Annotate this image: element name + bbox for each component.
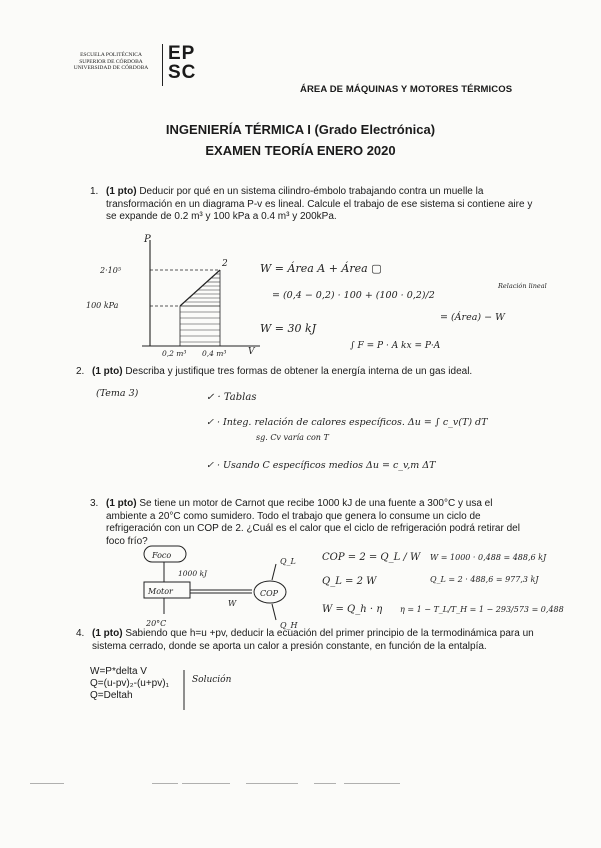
- hot-source-label: Foco: [152, 551, 172, 560]
- question-body: [92, 628, 536, 653]
- q1-work-result: W = 30 kJ: [260, 322, 317, 335]
- q3-efficiency: η = 1 − T_L/T_H = 1 − 293/573 = 0,488: [400, 605, 564, 614]
- q3-ql-result: Q_L = 2 · 488,6 = 977,3 kJ: [430, 575, 539, 584]
- q1-force-balance: ∫ F = P · A kx = P·A: [350, 341, 441, 351]
- question-4: [76, 628, 536, 653]
- q2-topic-tag: (Tema 3): [96, 388, 139, 399]
- q3-work-eq: W = Q_h · η: [322, 604, 383, 615]
- logo-divider: [162, 44, 163, 86]
- carnot-schematic: [144, 546, 299, 630]
- question-points: (1 pto): [106, 498, 137, 509]
- question-text: Se tiene un motor de Carnot que recibe 1000 kJ de una fuente a 300°C y usa el ambiente a 20°C como sumidero. Todo el trabajo que genera lo consume un ciclo de refrigeración con un COP de 2. ¿Cuál es el calor que el ciclo de refrigeración podrá retirar del foco frío?: [106, 498, 520, 547]
- v2-label: 0,4 m³: [202, 349, 227, 358]
- q4-solution-label: Solución: [192, 675, 232, 685]
- question-number: 4.: [76, 628, 85, 639]
- q3-cop-eq: COP = 2 = Q_L / W: [322, 552, 421, 563]
- department-area: ÁREA DE MÁQUINAS Y MOTORES TÉRMICOS: [300, 84, 513, 95]
- p2-label: 2·10⁵: [100, 266, 122, 275]
- question-points: (1 pto): [92, 628, 123, 639]
- logo-mark: [168, 44, 196, 82]
- area-hatch: [180, 274, 220, 342]
- q4-line-2: Q=(u-pv)₂-(u+pv)₁: [90, 678, 169, 689]
- question-number: 1.: [90, 186, 99, 197]
- q3-work-result: W = 1000 · 0,488 = 488,6 kJ: [430, 553, 547, 562]
- school-line-3: UNIVERSIDAD DE CÓRDOBA: [73, 65, 149, 71]
- question-number: 3.: [90, 498, 99, 509]
- q2-method-3: ✓ · Usando C específicos medios Δu = c_v,m ΔT: [206, 460, 436, 471]
- work-label: W: [228, 599, 237, 608]
- question-number: 2.: [76, 366, 85, 377]
- question-text: Describa y justifique tres formas de obtener la energía interna de un gas ideal.: [125, 366, 473, 377]
- q-in-label: 1000 kJ: [178, 569, 208, 578]
- q2-method-2-note: sg. Cv varía con T: [256, 433, 329, 442]
- q4-handwritten-note: [180, 668, 260, 712]
- v-axis-label: V: [248, 347, 255, 357]
- q3-ql-eq: Q_L = 2 W: [322, 576, 377, 587]
- school-logo: [62, 43, 197, 88]
- q1-area-note: = (Área) − W: [440, 312, 505, 323]
- q4-typed-answer: [90, 666, 169, 702]
- qh-label: Q_H: [280, 621, 298, 630]
- p1-label: 100 kPa: [86, 301, 119, 310]
- cop-label: COP: [260, 589, 279, 598]
- q2-method-1: ✓ · Tablas: [206, 392, 257, 403]
- q1-work-eq: W = Área A + Área ▢: [260, 262, 382, 275]
- school-line-2: SUPERIOR DE CÓRDOBA: [79, 58, 143, 65]
- q1-linear-note: Relación lineal: [498, 282, 547, 290]
- school-line-1: ESCUELA POLITÉCNICA: [80, 52, 142, 58]
- signature-lines: [30, 782, 570, 784]
- q3-handwritten-answer: [100, 540, 590, 632]
- question-text: Sabiendo que h=u +pv, deducir la ecuación del primer principio de la termodinámica para un sistema cerrado, donde se aporta un calor a presión constante, en función de la entalpía.: [92, 628, 534, 652]
- v1-label: 0,2 m³: [162, 349, 187, 358]
- ql-label: Q_L: [280, 557, 296, 566]
- logo-mark-top: EP: [168, 43, 196, 64]
- course-title: INGENIERÍA TÉRMICA I (Grado Electrónica): [165, 122, 436, 137]
- q4-line-3: Q=Deltah: [90, 690, 133, 701]
- state-2-label: 2: [222, 259, 228, 269]
- question-2: [76, 366, 536, 379]
- logo-mark-bottom: SC: [168, 62, 197, 83]
- question-1: [90, 186, 536, 224]
- pv-diagram: [86, 234, 260, 358]
- question-body: [92, 366, 536, 379]
- q2-handwritten-answer: [96, 378, 586, 478]
- question-points: (1 pto): [106, 186, 137, 197]
- p-axis-label: P: [144, 234, 151, 245]
- sink-label: 20°C: [146, 619, 167, 628]
- school-name: [62, 52, 160, 72]
- question-text: Deducir por qué en un sistema cilindro-émbolo trabajando contra un muelle la transformación en un diagrama P-v es lineal. Calcule el trabajo de ese sistema si contiene aire y se expande de 0.2 m³ y 100 kPa a 0.4 m³ y 200kPa.: [106, 186, 533, 222]
- q1-handwritten-answer: [80, 228, 580, 360]
- question-body: [106, 186, 536, 224]
- exam-title: EXAMEN TEORÍA ENERO 2020: [205, 143, 396, 158]
- q1-work-calc: = (0,4 − 0,2) · 100 + (100 · 0,2)/2: [272, 290, 435, 301]
- q2-method-2: ✓ · Integ. relación de calores específicos. Δu = ∫ c_v(T) dT: [206, 417, 488, 428]
- engine-label: Motor: [148, 587, 173, 596]
- question-points: (1 pto): [92, 366, 123, 377]
- process-line: [180, 270, 220, 306]
- q4-line-1: W=P*delta V: [90, 666, 147, 677]
